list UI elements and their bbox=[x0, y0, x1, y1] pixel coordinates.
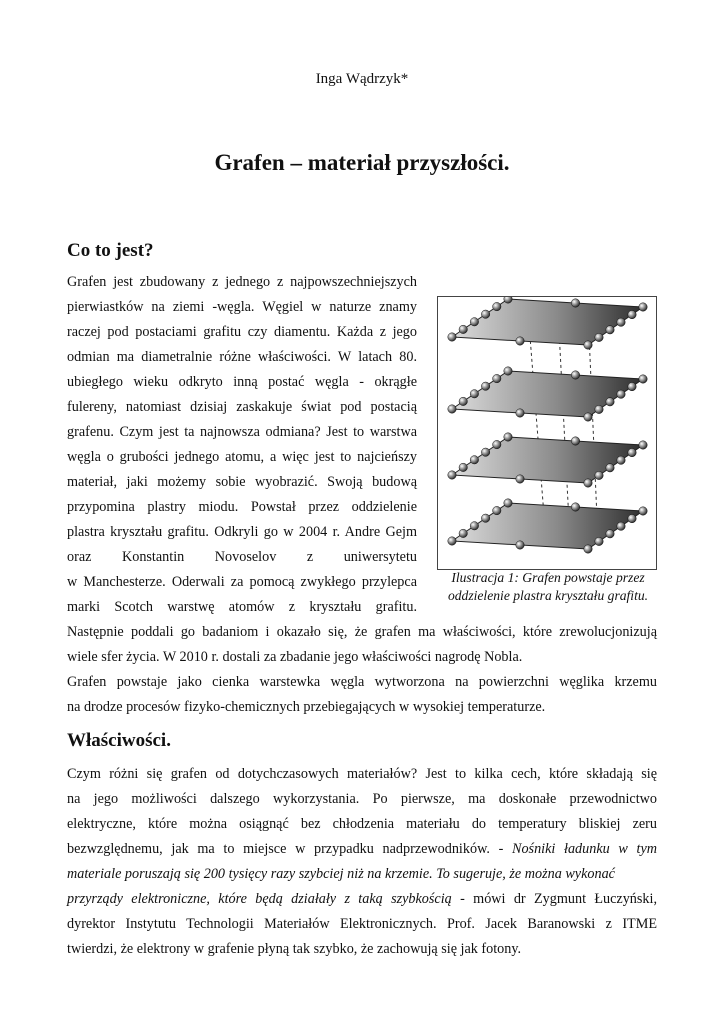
paragraph-line: przypomina plastry miodu. Powstał przez oddzielenie bbox=[67, 499, 417, 515]
paragraph-line bbox=[67, 841, 657, 858]
carbon-atom bbox=[584, 479, 592, 487]
carbon-atom bbox=[617, 522, 625, 530]
carbon-atom bbox=[628, 382, 636, 390]
carbon-atom bbox=[504, 367, 512, 375]
carbon-atom bbox=[470, 318, 478, 326]
carbon-atom bbox=[606, 398, 614, 406]
quote-text: przyrządy elektroniczne, które będą działały z taką szybkością bbox=[67, 891, 452, 907]
carbon-atom bbox=[459, 325, 467, 333]
carbon-atom bbox=[448, 405, 456, 413]
paragraph-line: twierdzi, że elektrony w grafenie płyną tak szybko, że zachowują się jak fotony. bbox=[67, 941, 522, 957]
graphite-layers-image bbox=[438, 297, 656, 569]
paragraph-line: materiał, jaki możemy sobie wyobrazić. Swoją budową bbox=[67, 474, 417, 490]
figure-caption-line: oddzielenie plastra kryształu grafitu. bbox=[447, 588, 649, 603]
paragraph-line: Grafen jest zbudowany z jednego z najpowszechniejszych bbox=[67, 274, 417, 290]
carbon-atom bbox=[493, 374, 501, 382]
section-heading-properties: Właściwości. bbox=[67, 730, 171, 751]
paragraph-line: Czym różni się grafen od dotychczasowych materiałów? Jest to kilka cech, które składają się bbox=[67, 766, 657, 782]
carbon-atom bbox=[571, 371, 579, 379]
carbon-atom bbox=[470, 456, 478, 464]
carbon-atom bbox=[504, 499, 512, 507]
carbon-atom bbox=[584, 341, 592, 349]
carbon-atom bbox=[448, 537, 456, 545]
carbon-atom bbox=[470, 522, 478, 530]
carbon-atom bbox=[459, 463, 467, 471]
carbon-atom bbox=[571, 299, 579, 307]
text-run: bezwzględnemu, jak ma to miejsce w przypadku nadprzewodników. - bbox=[67, 841, 512, 857]
carbon-atom bbox=[493, 440, 501, 448]
paragraph-line: na drodze procesów fizyko-chemicznych przebiegających w wysokiej temperaturze. bbox=[67, 699, 546, 715]
carbon-atom bbox=[571, 503, 579, 511]
carbon-atom bbox=[504, 297, 512, 303]
carbon-atom bbox=[617, 456, 625, 464]
paragraph-line: węgla o grubości jednego atomu, a więc jest to najcieńszy bbox=[67, 449, 417, 465]
carbon-atom bbox=[584, 545, 592, 553]
figure-caption-line: Ilustracja 1: Grafen powstaje przez bbox=[451, 570, 645, 585]
carbon-atom bbox=[481, 310, 489, 318]
carbon-atom bbox=[516, 409, 524, 417]
carbon-atom bbox=[516, 475, 524, 483]
document-title: Grafen – materiał przyszłości. bbox=[214, 150, 510, 175]
carbon-atom bbox=[493, 302, 501, 310]
paragraph-line: Następnie poddali go badaniom i okazało się, że grafen ma właściwości, które zrewolucjonizują bbox=[67, 624, 657, 640]
paragraph-line: pierwiastków na ziemi -węgla. Węgiel w naturze znamy bbox=[67, 299, 417, 315]
quote-text: Nośniki ładunku w tym bbox=[512, 841, 657, 857]
carbon-atom bbox=[606, 464, 614, 472]
paragraph-line: marki Scotch warstwę atomów z kryształu grafitu. bbox=[67, 599, 417, 615]
quote-line: materiale poruszają się 200 tysięcy razy szybciej niż na krzemie. To sugeruje, że można wykonać bbox=[67, 866, 615, 882]
paragraph-line: ubiegłego wieku odkryto inną postać węgla - okrągłe bbox=[67, 374, 417, 390]
carbon-atom bbox=[481, 514, 489, 522]
carbon-atom bbox=[606, 530, 614, 538]
carbon-atom bbox=[516, 337, 524, 345]
carbon-atom bbox=[639, 507, 647, 515]
carbon-atom bbox=[493, 506, 501, 514]
carbon-atom bbox=[617, 390, 625, 398]
carbon-atom bbox=[448, 333, 456, 341]
carbon-atom bbox=[639, 441, 647, 449]
carbon-atom bbox=[584, 413, 592, 421]
paragraph-line: grafenu. Czym jest ta najnowsza odmiana? Jest to warstwa bbox=[67, 424, 417, 440]
carbon-atom bbox=[617, 318, 625, 326]
carbon-atom bbox=[595, 333, 603, 341]
paragraph-line: raczej pod postaciami grafitu czy diamentu. Każda z jego bbox=[67, 324, 417, 340]
paragraph-line bbox=[67, 891, 657, 908]
carbon-atom bbox=[448, 471, 456, 479]
carbon-atom bbox=[481, 448, 489, 456]
carbon-atom bbox=[595, 405, 603, 413]
graphene-sheet bbox=[452, 503, 643, 549]
paragraph-line: Grafen powstaje jako cienka warstewka węgla wytworzona na powierzchni węglika krzemu bbox=[67, 674, 657, 690]
author: Inga Wądrzyk* bbox=[315, 71, 409, 87]
graphite-illustration bbox=[437, 296, 657, 570]
carbon-atom bbox=[628, 514, 636, 522]
carbon-atom bbox=[459, 397, 467, 405]
paragraph-line: elektryczne, które można osiągnąć bez chłodzenia materiału do temperatury bliskiej zeru bbox=[67, 816, 657, 832]
carbon-atom bbox=[606, 326, 614, 334]
graphene-sheet bbox=[452, 371, 643, 417]
paragraph-line: w Manchesterze. Oderwali za pomocą zwykłego przylepca bbox=[67, 574, 417, 590]
carbon-atom bbox=[595, 537, 603, 545]
graphene-sheet bbox=[452, 437, 643, 483]
carbon-atom bbox=[470, 390, 478, 398]
carbon-atom bbox=[516, 541, 524, 549]
paragraph-line: fulereny, natomiast dzisiaj zaskakuje świat pod postacią bbox=[67, 399, 417, 415]
carbon-atom bbox=[571, 437, 579, 445]
graphene-sheet bbox=[452, 299, 643, 345]
paragraph-line: dyrektor Instytutu Technologii Materiałów Elektronicznych. Prof. Jacek Baranowski z ITME bbox=[67, 916, 657, 932]
carbon-atom bbox=[595, 471, 603, 479]
carbon-atom bbox=[481, 382, 489, 390]
text-run: - mówi dr Zygmunt Łuczyński, bbox=[451, 891, 657, 907]
carbon-atom bbox=[628, 310, 636, 318]
paragraph-line: oraz Konstantin Novoselov z uniwersytetu bbox=[67, 549, 417, 565]
paragraph-line: odmian ma diametralnie różne właściwości. W latach 80. bbox=[67, 349, 417, 365]
section-heading-what-is-it: Co to jest? bbox=[67, 240, 154, 261]
paragraph-line: plastra kryształu grafitu. Odkryli go w 2004 r. Andre Gejm bbox=[67, 524, 417, 540]
carbon-atom bbox=[628, 448, 636, 456]
carbon-atom bbox=[459, 529, 467, 537]
carbon-atom bbox=[504, 433, 512, 441]
paragraph-line: na jego możliwości dalszego wykorzystania. Po pierwsze, ma doskonałe przewodnictwo bbox=[67, 791, 657, 807]
carbon-atom bbox=[639, 375, 647, 383]
paragraph-line: wiele sfer życia. W 2010 r. dostali za zbadanie jego właściwości nagrodę Nobla. bbox=[67, 649, 523, 665]
carbon-atom bbox=[639, 303, 647, 311]
